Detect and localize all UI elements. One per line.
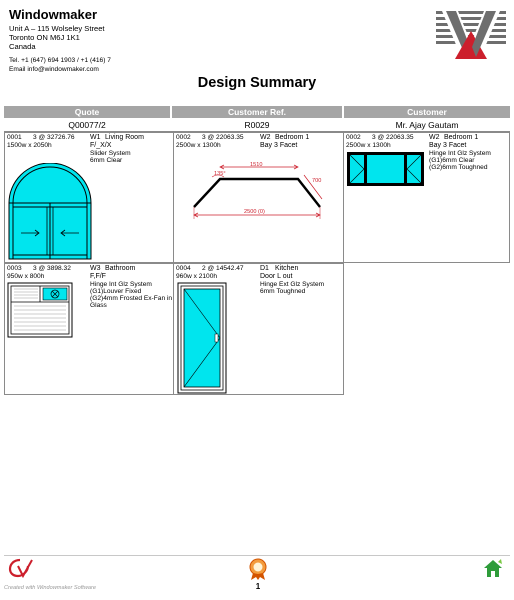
qv-logo-icon <box>8 558 34 578</box>
bay-dim-angle: 135° <box>214 171 226 177</box>
item-cell-0002-window <box>343 132 510 263</box>
page-number: 1 <box>255 582 261 591</box>
item-cell-0002-bay <box>173 132 344 263</box>
item-desc-line: Glass <box>90 302 107 309</box>
item-size: 2500w x 1300h <box>346 142 391 149</box>
company-address-line-2: Toronto ON M6J 1K1 <box>9 33 80 42</box>
item-cell-0001 <box>4 132 174 263</box>
item-size: 2500w x 1300h <box>176 142 221 149</box>
bathroom-louver-window-drawing <box>7 282 73 338</box>
company-name: Windowmaker <box>9 7 98 22</box>
bay-dim-side: 700 <box>312 178 322 184</box>
item-desc-line: Hinge Int Glz System <box>429 150 491 157</box>
item-desc-line: 6mm Toughned <box>260 288 306 295</box>
item-qty-price: 3 @ 3898.32 <box>33 265 71 272</box>
item-code: W3 <box>90 265 101 272</box>
customer-ref-header: Customer Ref. <box>172 106 342 118</box>
item-qty-price: 3 @ 22063.35 <box>372 134 414 141</box>
item-desc-line: (G1)Louver Fixed <box>90 288 142 295</box>
item-desc-line: (G1)6mm Clear <box>429 157 475 164</box>
item-cell-0004 <box>173 263 344 395</box>
award-badge-icon <box>247 557 269 581</box>
quote-header: Quote <box>4 106 170 118</box>
item-room: Bedroom 1 <box>444 134 479 141</box>
item-desc-line: (G2)4mm Frosted Ex-Fan in <box>90 295 173 302</box>
item-desc-line: (G2)6mm Toughned <box>429 164 488 171</box>
item-room: Kitchen <box>275 265 299 272</box>
item-size: 960w x 2100h <box>176 273 218 280</box>
item-code: W1 <box>90 134 101 141</box>
arched-slider-window-drawing <box>7 163 93 261</box>
item-desc-line: Door L out <box>260 273 293 280</box>
item-desc-line: F,F/F <box>90 273 106 280</box>
windowmaker-logo <box>436 9 506 59</box>
item-desc-line: F/_X/X <box>90 142 112 149</box>
item-desc-line: Slider System <box>90 150 131 157</box>
item-number: 0001 <box>7 134 22 141</box>
quote-value: Q00077/2 <box>4 119 170 131</box>
bay-dim-bottom: 2500 (0) <box>244 209 265 215</box>
item-desc-line: Hinge Ext Glz System <box>260 281 325 288</box>
item-desc-line: Hinge Int Glz System <box>90 281 152 288</box>
item-room: Bathroom <box>105 265 136 272</box>
item-desc-line: Bay 3 Facet <box>260 142 298 149</box>
bay-window-elevation-drawing <box>346 151 426 189</box>
item-code: W2 <box>260 134 271 141</box>
energy-home-icon <box>482 558 504 578</box>
bay-plan-drawing <box>174 157 344 247</box>
created-with-text: Created with Windowmaker Software <box>4 585 96 591</box>
item-code: W2 <box>429 134 440 141</box>
customer-ref-value: R0029 <box>172 119 342 131</box>
kitchen-door-drawing <box>177 282 227 394</box>
customer-header: Customer <box>344 106 510 118</box>
footer-divider <box>4 555 510 556</box>
item-cell-0003 <box>4 263 174 395</box>
company-address-line-3: Canada <box>9 42 36 51</box>
customer-value: Mr. Ajay Gautam <box>344 119 510 131</box>
item-number: 0002 <box>176 134 191 141</box>
item-desc-line: Bay 3 Facet <box>429 142 467 149</box>
item-room: Living Room <box>105 134 144 141</box>
item-number: 0003 <box>7 265 22 272</box>
bay-dim-top: 1510 <box>250 162 263 168</box>
item-qty-price: 3 @ 32726.76 <box>33 134 75 141</box>
item-qty-price: 3 @ 22063.35 <box>202 134 244 141</box>
item-desc-line: 6mm Clear <box>90 157 123 164</box>
item-number: 0002 <box>346 134 361 141</box>
item-number: 0004 <box>176 265 191 272</box>
item-size: 1500w x 2050h <box>7 142 52 149</box>
item-size: 950w x 800h <box>7 273 45 280</box>
item-room: Bedroom 1 <box>275 134 310 141</box>
company-email: Email info@windowmaker.com <box>9 66 99 73</box>
item-qty-price: 2 @ 14542.47 <box>202 265 244 272</box>
page-title: Design Summary <box>197 75 317 91</box>
company-tel: Tel. +1 (647) 694 1903 / +1 (416) 7 <box>9 57 111 64</box>
company-address-line-1: Unit A – 115 Wolseley Street <box>9 24 105 33</box>
item-code: D1 <box>260 265 269 272</box>
